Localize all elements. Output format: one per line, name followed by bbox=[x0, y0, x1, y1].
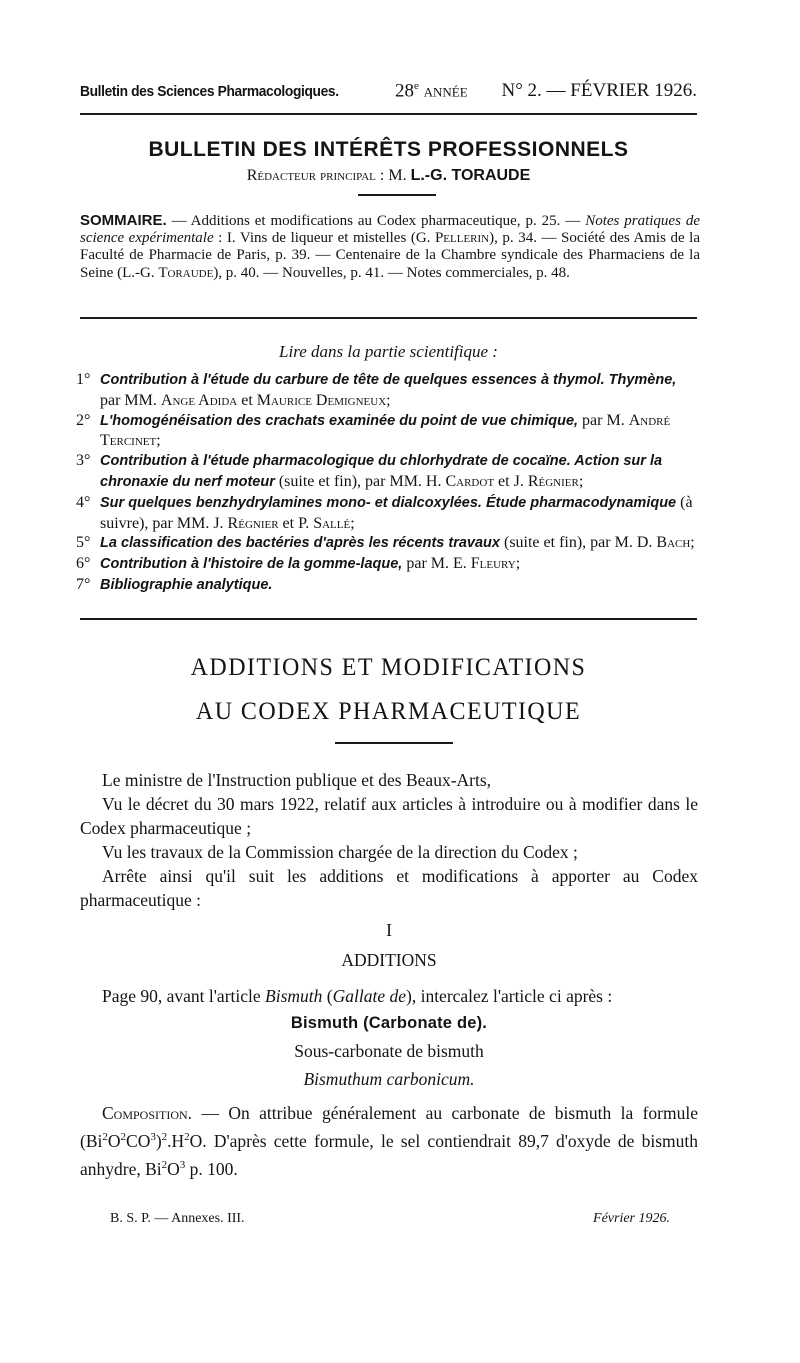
article-title-line2: AU CODEX PHARMACEUTIQUE bbox=[195, 698, 582, 725]
title-short-rule bbox=[358, 194, 436, 196]
running-head bbox=[80, 80, 697, 110]
journal-name: Bulletin des Sciences Pharmacologiques. bbox=[80, 83, 339, 101]
year-label: 28e année bbox=[394, 80, 468, 102]
para-decret: Vu le décret du 30 mars 1922, relatif aux articles à introduire ou à modifier dans le Codex pharmaceutique ; bbox=[80, 794, 698, 838]
bismuth-subheading: Sous-carbonate de bismuth bbox=[294, 1041, 484, 1061]
header-rule bbox=[80, 113, 697, 115]
bulletin-title: BULLETIN DES INTÉRÊTS PROFESSIONNELS bbox=[148, 138, 629, 161]
footer-ref: B. S. P. — Annexes. III. bbox=[110, 1211, 245, 1226]
para-travaux: Vu les travaux de la Commission chargée de la direction du Codex ; bbox=[102, 842, 578, 862]
issue-label: N° 2. — FÉVRIER 1926. bbox=[501, 80, 697, 102]
science-list bbox=[76, 370, 700, 596]
list-item: 1° Contribution à l'étude du carbure de tête de quelques essences à thymol. Thymène, par MM. Ange Adida et Maurice Demigneux; bbox=[76, 371, 677, 409]
para-arrete: Arrête ainsi qu'il suit les additions et modifications à apporter au Codex pharmaceutique : bbox=[80, 866, 698, 910]
list-item: 3° Contribution à l'étude pharmacologique du chlorhydrate de cocaïne. Action sur la chronaxie du nerf moteur (suite et fin), par MM. H. Cardot et J. Régnier; bbox=[76, 452, 663, 490]
sommaire: SOMMAIRE. — Additions et modifications au Codex pharmaceutique, p. 25. — Notes pratiques de science expérimentale : I. Vins de liqueur et mistelles (G. Pellerin), p. 34. — Société des Amis de la Faculté de Pharmacie de Paris, p. 39. — Centenaire de la Chambre syndicale des Pharmaciens de la Seine (L.-G. Toraude), p. 40. — Nouvelles, p. 41. — Notes commerciales, p. 48. bbox=[80, 212, 700, 281]
page-footer bbox=[110, 1211, 670, 1227]
sommaire-rule bbox=[80, 317, 697, 319]
para-page: Page 90, avant l'article Bismuth (Gallate de), intercalez l'article ci après : bbox=[102, 986, 613, 1006]
list-item: 4° Sur quelques benzhydrylamines mono- et dialcoxylées. Étude pharmacodynamique (à suivre), par MM. J. Régnier et P. Sallé; bbox=[76, 493, 693, 532]
footer-date: Février 1926. bbox=[593, 1211, 670, 1226]
para-composition: Composition. — On attribue généralement au carbonate de bismuth la formule $(Bi^2O^2CO^3)^2.H^2O$. D'après cette formule, le sel contiendrait 89,7 d'oxyde de bismuth anhydre, $Bi^2O^3$ p. 100. bbox=[80, 1103, 698, 1179]
bismuth-heading: Bismuth (Carbonate de). bbox=[290, 1014, 488, 1032]
article-title-rule bbox=[335, 742, 453, 744]
science-rule bbox=[80, 618, 697, 620]
para-ministre: Le ministre de l'Instruction publique et des Beaux-Arts, bbox=[102, 770, 492, 790]
list-item: 6° Contribution à l'histoire de la gomme-laque, par M. E. Fleury; bbox=[76, 555, 521, 573]
article-body bbox=[80, 768, 698, 1181]
list-item: 7° Bibliographie analytique. bbox=[76, 575, 273, 593]
list-item: 2° L'homogénéisation des crachats examinée du point de vue chimique, par M. André Tercinet; bbox=[76, 411, 671, 450]
section-number: I bbox=[386, 920, 392, 940]
bismuth-latin: Bismuthum carbonicum. bbox=[303, 1069, 475, 1089]
lire-intro: Lire dans la partie scientifique : bbox=[279, 342, 498, 361]
section-title: ADDITIONS bbox=[341, 950, 437, 970]
article-title-line1: ADDITIONS ET MODIFICATIONS bbox=[190, 654, 587, 681]
list-item: 5° La classification des bactéries d'après les récents travaux (suite et fin), par M. D. Bach; bbox=[76, 534, 695, 552]
redacteur-line: Rédacteur principal : M. L.-G. TORAUDE bbox=[246, 167, 531, 184]
